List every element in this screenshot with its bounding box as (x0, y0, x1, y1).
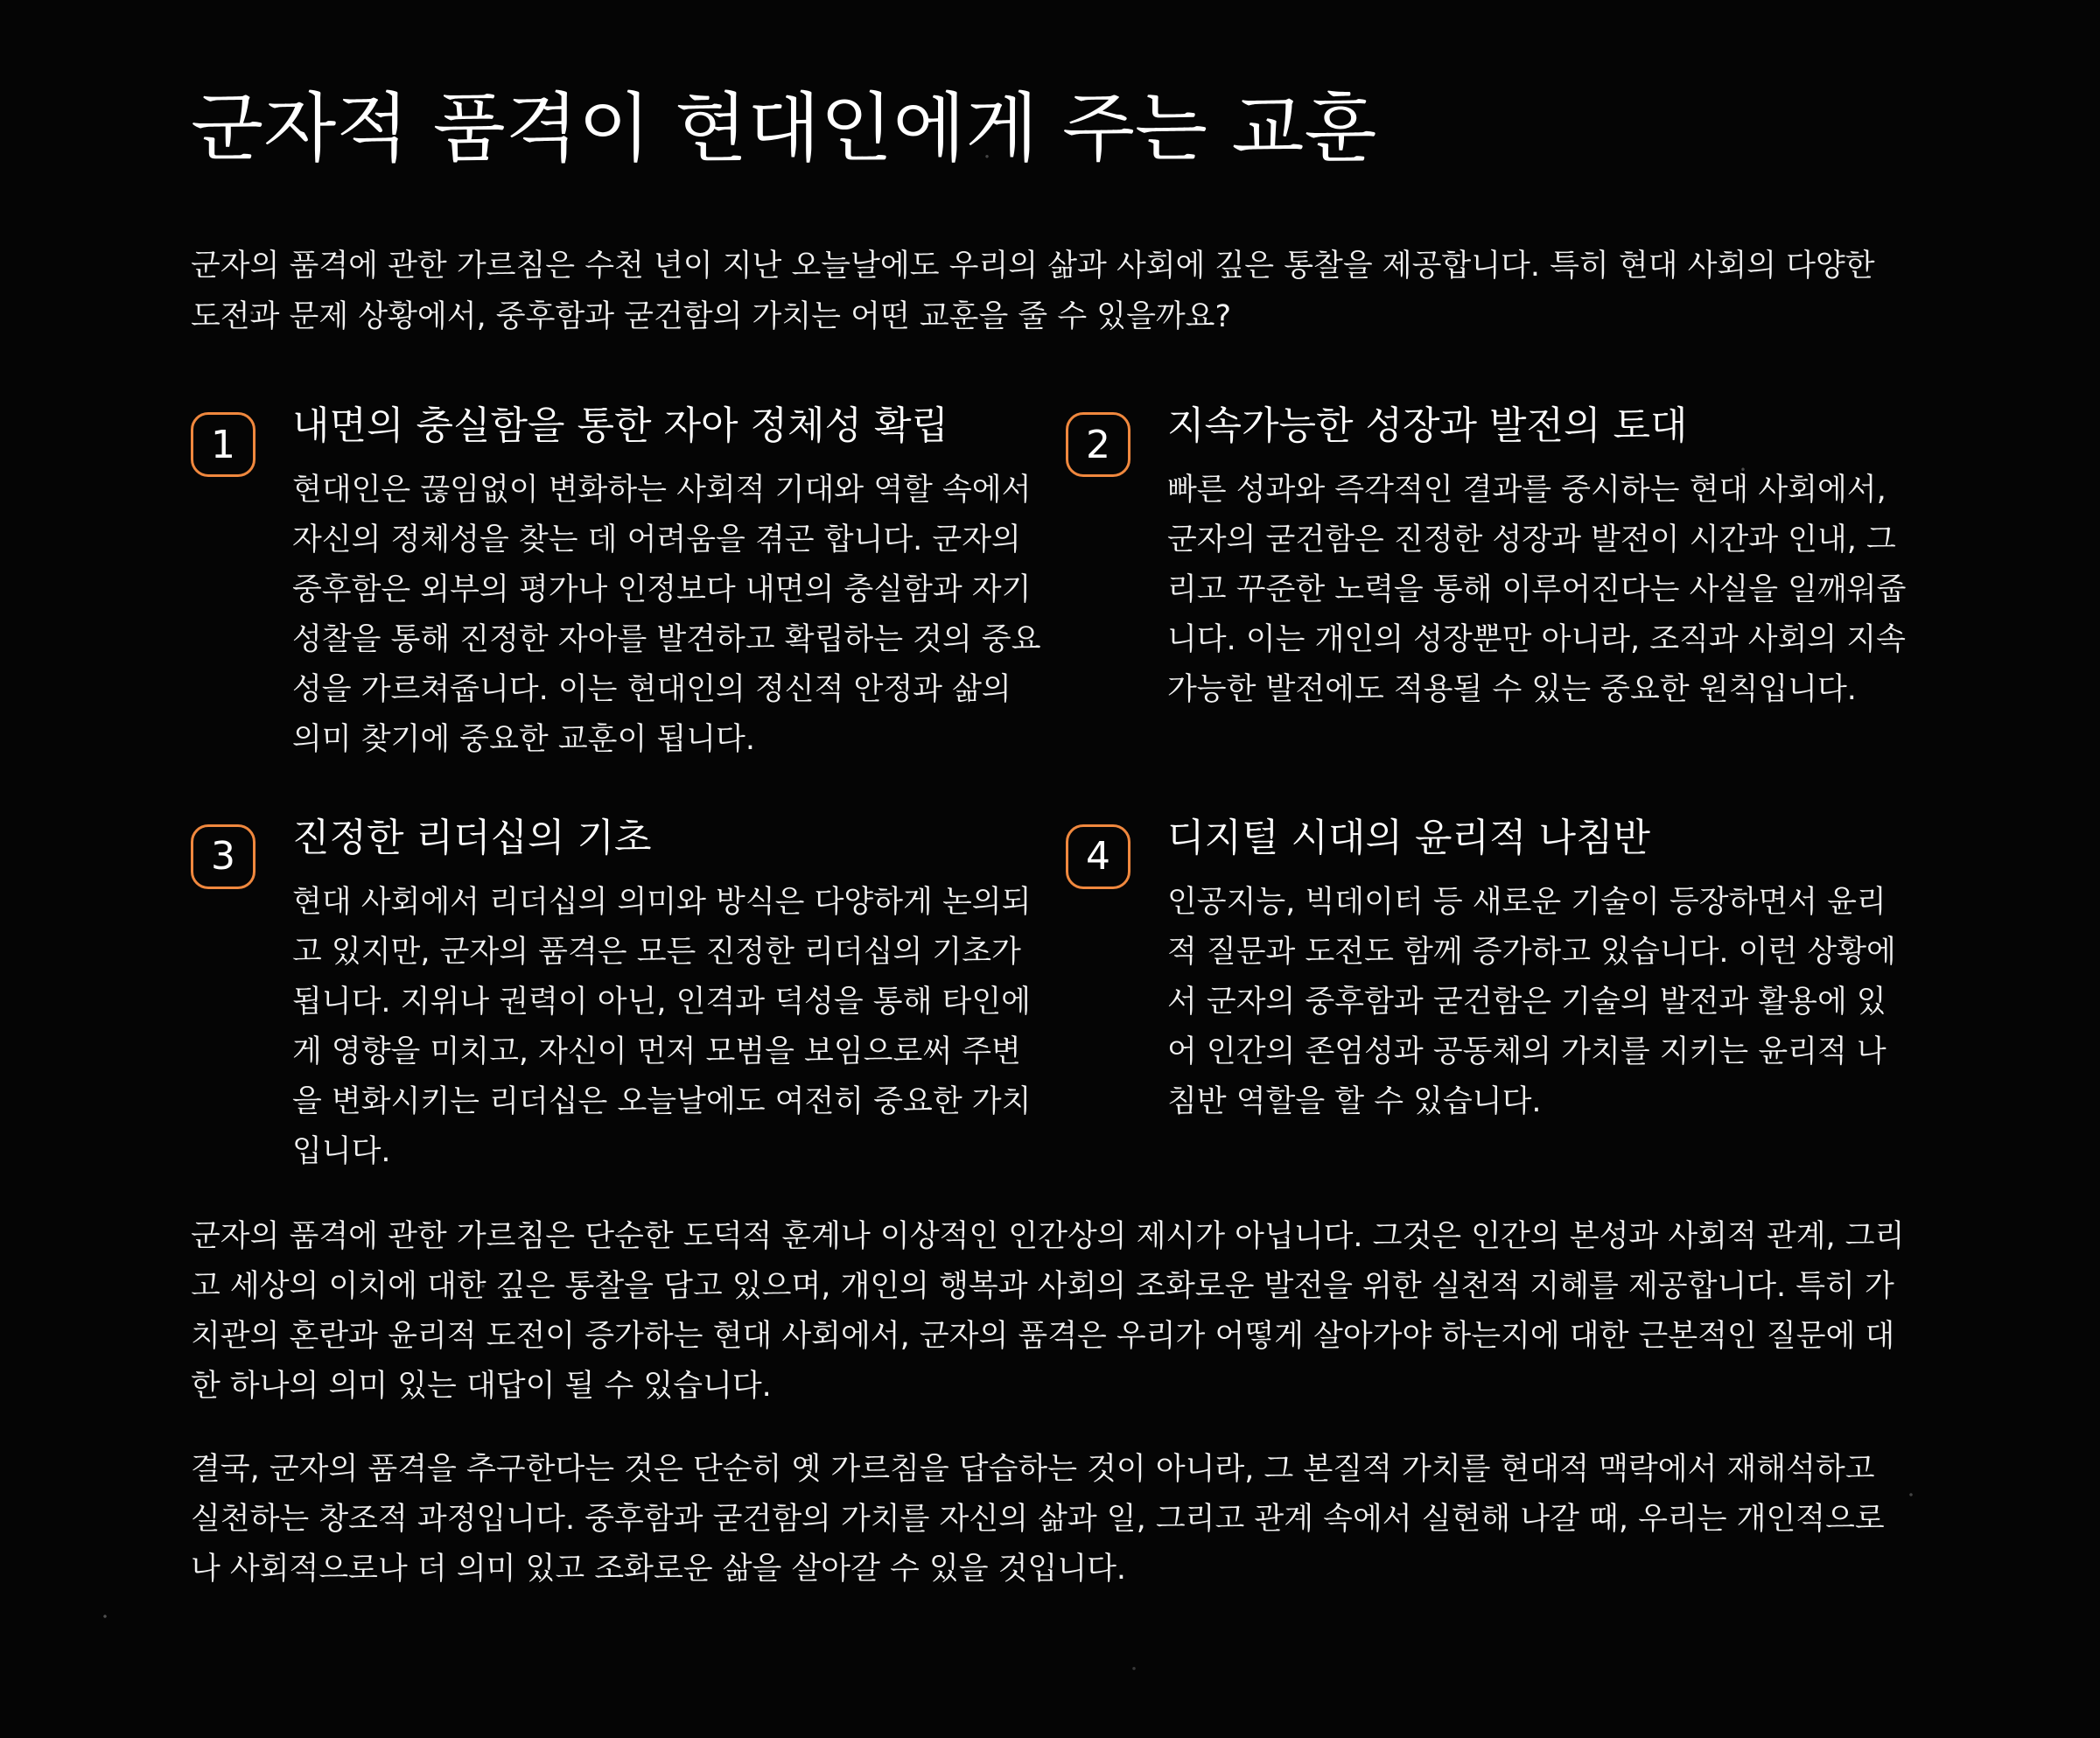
lesson-card-1 (191, 403, 1066, 765)
card-title: 디지털 시대의 윤리적 나침반 (1167, 815, 1651, 860)
lesson-cards-grid (191, 403, 1909, 1177)
card-body (292, 816, 1045, 1177)
card-body (1167, 816, 1909, 1127)
conclusion-section (191, 1212, 1909, 1594)
card-text: 현대 사회에서 리더십의 의미와 방식은 다양하게 논의되고 있지만, 군자의 품격은 모든 진정한 리더십의 기초가 됩니다. 지위나 권력이 아닌, 인격과 덕성을 통해 타인에게 영향을 미치고, 자신이 먼저 모범을 보임으로써 주변을 변화시키는 리더십은 오늘날에도 여전히 중요한 가치입니다. (292, 884, 1032, 1169)
page-title: 군자적 품격이 현대인에게 주는 교훈 (191, 85, 1377, 172)
main-content (191, 84, 1909, 1628)
number-badge: 2 (1066, 412, 1130, 477)
lesson-card-3 (191, 816, 1066, 1177)
card-title: 내면의 충실함을 통한 자아 정체성 확립 (292, 403, 948, 449)
lesson-card-2 (1066, 403, 1909, 765)
number-badge: 1 (191, 412, 256, 477)
card-body (292, 403, 1045, 765)
conclusion-paragraph-1: 군자의 품격에 관한 가르침은 단순한 도덕적 훈계나 이상적인 인간상의 제시가 아닙니다. 그것은 인간의 본성과 사회적 관계, 그리고 세상의 이치에 대한 깊은 통찰을 담고 있으며, 개인의 행복과 사회의 조화로운 발전을 위한 실천적 지혜를 제공합니다. 특히 가치관의 혼란과 윤리적 도전이 증가하는 현대 사회에서, 군자의 품격은 우리가 어떻게 살아가야 하는지에 대한 근본적인 질문에 대한 하나의 의미 있는 대답이 될 수 있습니다. (191, 1218, 1905, 1404)
card-text: 빠른 성과와 즉각적인 결과를 중시하는 현대 사회에서, 군자의 굳건함은 진정한 성장과 발전이 시간과 인내, 그리고 꾸준한 노력을 통해 이루어진다는 사실을 일깨워줍니다. 이는 개인의 성장뿐만 아니라, 조직과 사회의 지속가능한 발전에도 적용될 수 있는 중요한 원칙입니다. (1167, 472, 1907, 707)
card-body (1167, 403, 1909, 715)
card-title: 진정한 리더십의 기초 (292, 815, 652, 860)
number-badge: 4 (1066, 824, 1130, 889)
card-text: 인공지능, 빅데이터 등 새로운 기술이 등장하면서 윤리적 질문과 도전도 함께 증가하고 있습니다. 이런 상황에서 군자의 중후함과 굳건함은 기술의 발전과 활용에 있어 인간의 존엄성과 공동체의 가치를 지키는 윤리적 나침반 역할을 할 수 있습니다. (1167, 884, 1896, 1119)
intro-paragraph: 군자의 품격에 관한 가르침은 수천 년이 지난 오늘날에도 우리의 삶과 사회에 깊은 통찰을 제공합니다. 특히 현대 사회의 다양한 도전과 문제 상황에서, 중후함과 굳건함의 가치는 어떤 교훈을 줄 수 있을까요? (191, 249, 1875, 335)
card-text: 현대인은 끊임없이 변화하는 사회적 기대와 역할 속에서 자신의 정체성을 찾는 데 어려움을 겪곤 합니다. 군자의 중후함은 외부의 평가나 인정보다 내면의 충실함과 자기 성찰을 통해 진정한 자아를 발견하고 확립하는 것의 중요성을 가르쳐줍니다. 이는 현대인의 정신적 안정과 삶의 의미 찾기에 중요한 교훈이 됩니다. (292, 472, 1041, 757)
lesson-card-4 (1066, 816, 1909, 1177)
conclusion-paragraph-2: 결국, 군자의 품격을 추구한다는 것은 단순히 옛 가르침을 답습하는 것이 아니라, 그 본질적 가치를 현대적 맥락에서 재해석하고 실천하는 창조적 과정입니다. 중후함과 굳건함의 가치를 자신의 삶과 일, 그리고 관계 속에서 실현해 나갈 때, 우리는 개인적으로나 사회적으로나 더 의미 있고 조화로운 삶을 살아갈 수 있을 것입니다. (191, 1451, 1885, 1587)
number-badge: 3 (191, 824, 256, 889)
card-title: 지속가능한 성장과 발전의 토대 (1167, 403, 1688, 449)
